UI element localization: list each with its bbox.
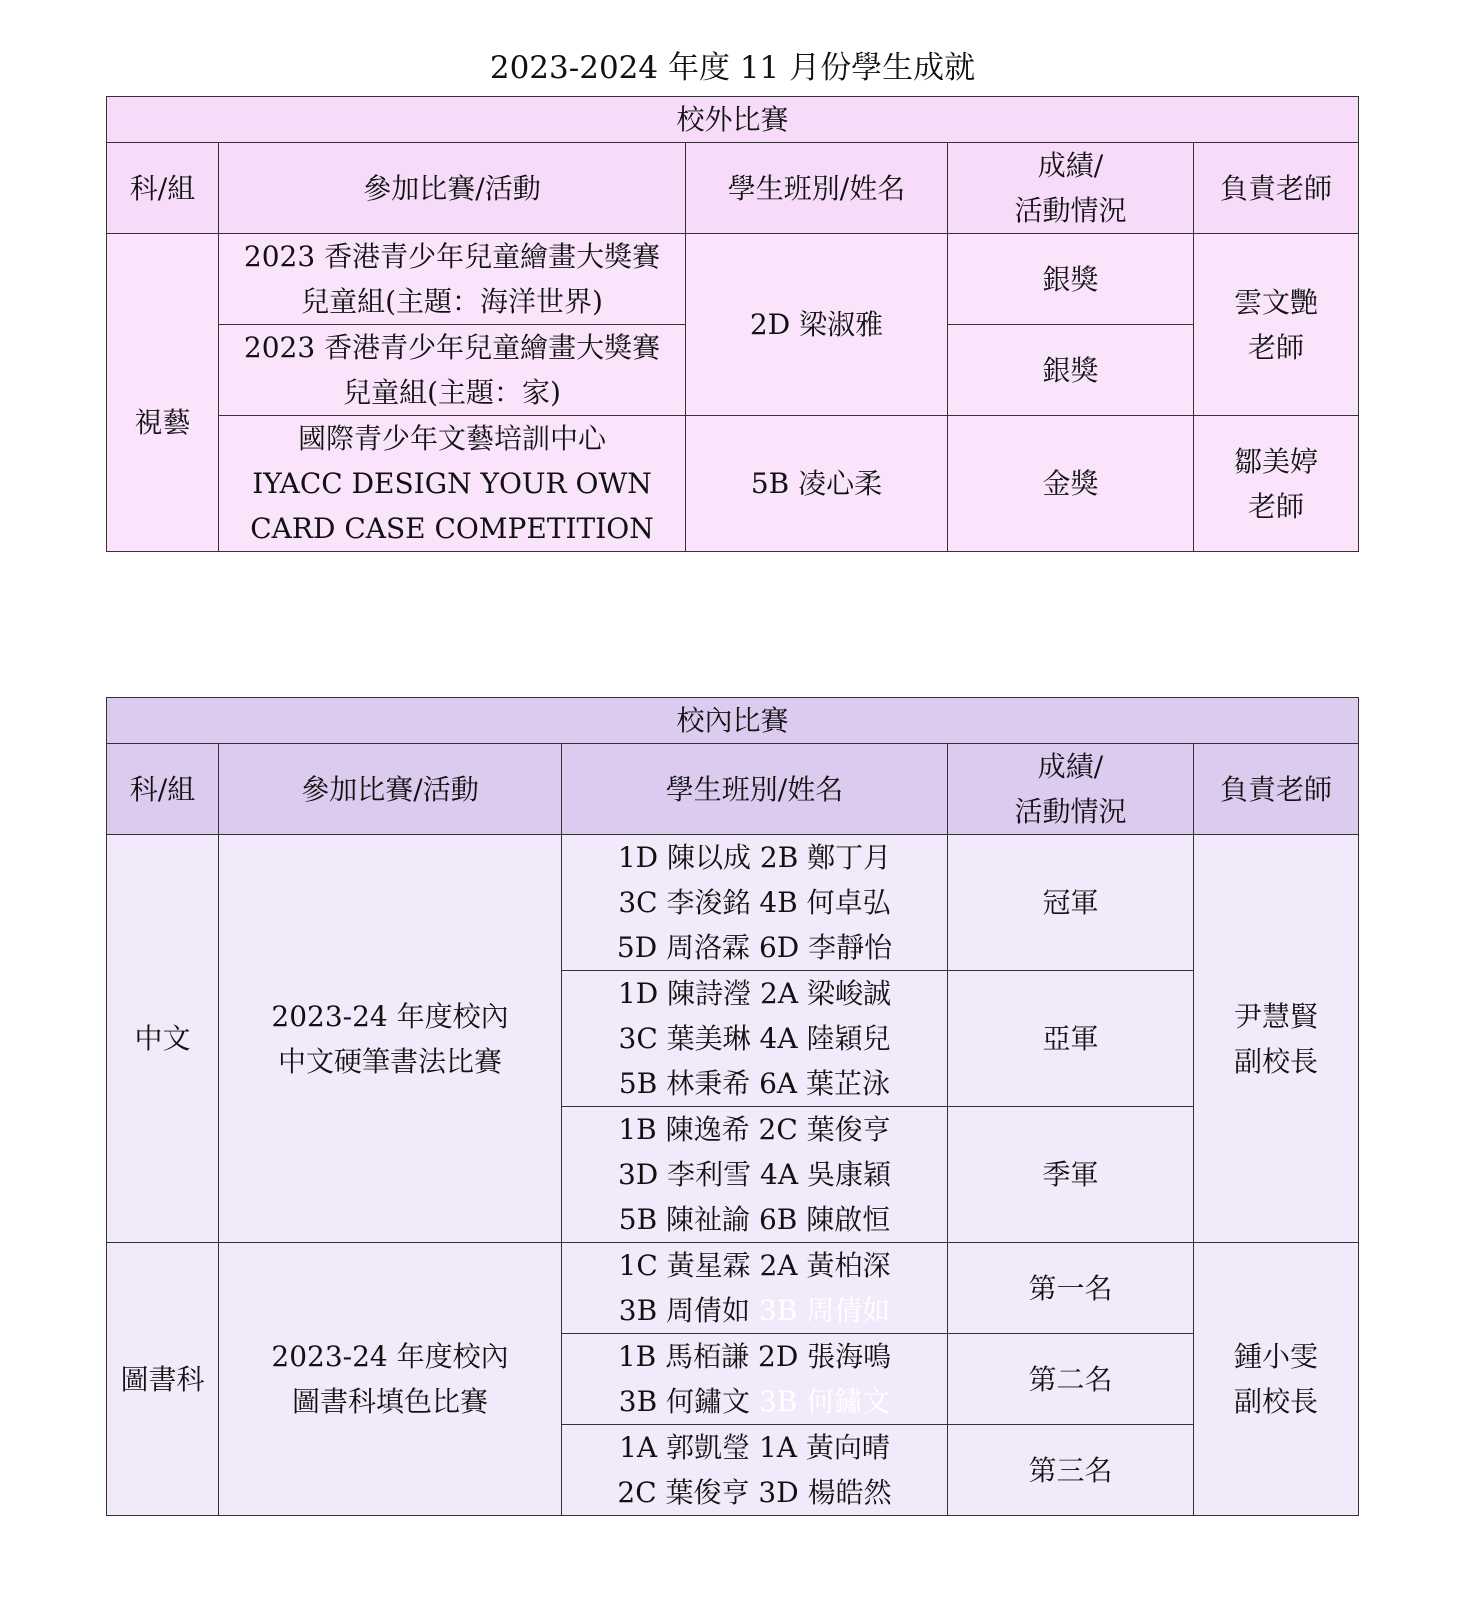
subject-cell: 中文 — [107, 835, 219, 1243]
student-line: 1B 陳逸希 2C 葉俊亨 — [618, 1113, 891, 1146]
subject-cell: 視藝 — [107, 234, 219, 552]
header-student: 學生班別/姓名 — [686, 143, 948, 234]
teacher-line: 老師 — [1247, 330, 1304, 364]
teacher-line: 副校長 — [1233, 1044, 1318, 1078]
activity-cell — [219, 416, 686, 552]
teacher-cell — [1194, 234, 1359, 416]
student-cell — [562, 1334, 948, 1425]
student-cell — [562, 1425, 948, 1516]
result-cell: 第一名 — [948, 1243, 1194, 1334]
student-name: 3B 周倩如 — [618, 1294, 751, 1327]
activity-line: 2023-24 年度校內 — [271, 1340, 509, 1373]
student-line: 1D 陳以成 2B 鄭丁月 — [617, 841, 892, 874]
student-line: 3C 葉美琳 4A 陸穎兒 — [618, 1022, 891, 1055]
student-cell — [562, 1107, 948, 1243]
header-activity: 參加比賽/活動 — [219, 744, 562, 835]
activity-line: 2023-24 年度校內 — [271, 999, 509, 1033]
header-teacher: 負責老師 — [1194, 744, 1359, 835]
teacher-line: 鍾小雯 — [1233, 1340, 1318, 1373]
table-banner: 校內比賽 — [107, 698, 1359, 744]
student-line: 3D 李利雪 4A 吳康穎 — [617, 1158, 891, 1191]
student-line: 2C 葉俊亨 3D 楊皓然 — [617, 1476, 892, 1509]
student-line: 1A 郭凱瑩 1A 黃向晴 — [619, 1431, 890, 1464]
activity-line: 兒童組(主題：海洋世界) — [301, 285, 603, 318]
header-result-line1: 成績/ — [1037, 149, 1104, 182]
student-line: 1D 陳詩瀅 2A 梁峻誠 — [617, 977, 891, 1010]
teacher-line: 老師 — [1247, 489, 1304, 523]
student-cell: 2D 梁淑雅 — [686, 234, 948, 416]
header-subject: 科/組 — [107, 143, 219, 234]
activity-line: 圖書科填色比賽 — [291, 1385, 488, 1418]
result-cell: 銀獎 — [948, 325, 1194, 416]
activity-line: 2023 香港青少年兒童繪畫大獎賽 — [243, 331, 661, 364]
teacher-cell — [1194, 416, 1359, 552]
teacher-line: 副校長 — [1233, 1385, 1318, 1418]
table-row — [107, 835, 1359, 971]
student-line: 5B 陳祉諭 6B 陳啟恒 — [618, 1203, 891, 1236]
student-cell: 5B 凌心柔 — [686, 416, 948, 552]
activity-cell — [219, 835, 562, 1243]
header-student: 學生班別/姓名 — [562, 744, 948, 835]
header-teacher: 負責老師 — [1194, 143, 1359, 234]
activity-line: 兒童組(主題：家) — [343, 376, 561, 409]
internal-competitions-table — [106, 697, 1359, 1516]
result-cell: 金獎 — [948, 416, 1194, 552]
activity-line: CARD CASE COMPETITION — [250, 512, 654, 545]
activity-cell — [219, 1243, 562, 1516]
table-row — [107, 234, 1359, 325]
result-cell: 銀獎 — [948, 234, 1194, 325]
result-cell: 第二名 — [948, 1334, 1194, 1425]
header-activity: 參加比賽/活動 — [219, 143, 686, 234]
activity-line: IYACC DESIGN YOUR OWN — [252, 467, 652, 500]
result-cell: 冠軍 — [948, 835, 1194, 971]
table-banner: 校外比賽 — [107, 97, 1359, 143]
student-line: 5D 周洛霖 6D 李靜怡 — [616, 931, 893, 964]
student-line — [566, 1288, 943, 1333]
student-cell — [562, 835, 948, 971]
activity-cell — [219, 325, 686, 416]
header-result — [948, 744, 1194, 835]
activity-line: 2023 香港青少年兒童繪畫大獎賽 — [243, 240, 661, 273]
activity-cell — [219, 234, 686, 325]
activity-line: 國際青少年文藝培訓中心 — [297, 422, 606, 455]
student-name: 3B 何鏽文 — [618, 1385, 751, 1418]
result-cell: 季軍 — [948, 1107, 1194, 1243]
table-row — [107, 416, 1359, 552]
teacher-cell — [1194, 1243, 1359, 1516]
header-result-line2: 活動情況 — [1014, 795, 1127, 828]
student-line: 3C 李浚銘 4B 何卓弘 — [618, 886, 891, 919]
student-line: 1B 馬栢謙 2D 張海鳴 — [617, 1340, 892, 1373]
student-line: 1C 黃星霖 2A 黃柏深 — [618, 1249, 891, 1282]
student-line — [566, 1379, 943, 1424]
activity-line: 中文硬筆書法比賽 — [277, 1044, 502, 1078]
hidden-duplicate-text: 3B 周倩如 — [758, 1294, 891, 1327]
student-line: 5B 林秉希 6A 葉芷泳 — [618, 1067, 891, 1100]
table-row — [107, 1243, 1359, 1334]
teacher-line: 雲文艷 — [1233, 285, 1318, 319]
header-result-line1: 成績/ — [1037, 750, 1104, 783]
external-competitions-table — [106, 96, 1359, 552]
header-subject: 科/組 — [107, 744, 219, 835]
teacher-cell — [1194, 835, 1359, 1243]
header-result-line2: 活動情況 — [1014, 194, 1127, 227]
teacher-line: 尹慧賢 — [1233, 999, 1318, 1033]
student-cell — [562, 971, 948, 1107]
result-cell: 第三名 — [948, 1425, 1194, 1516]
page-title: 2023-2024 年度 11 月份學生成就 — [489, 50, 976, 86]
result-cell: 亞軍 — [948, 971, 1194, 1107]
subject-cell: 圖書科 — [107, 1243, 219, 1516]
teacher-line: 鄒美婷 — [1233, 444, 1318, 478]
hidden-duplicate-text: 3B 何鏽文 — [758, 1385, 891, 1418]
header-result — [948, 143, 1194, 234]
student-cell — [562, 1243, 948, 1334]
